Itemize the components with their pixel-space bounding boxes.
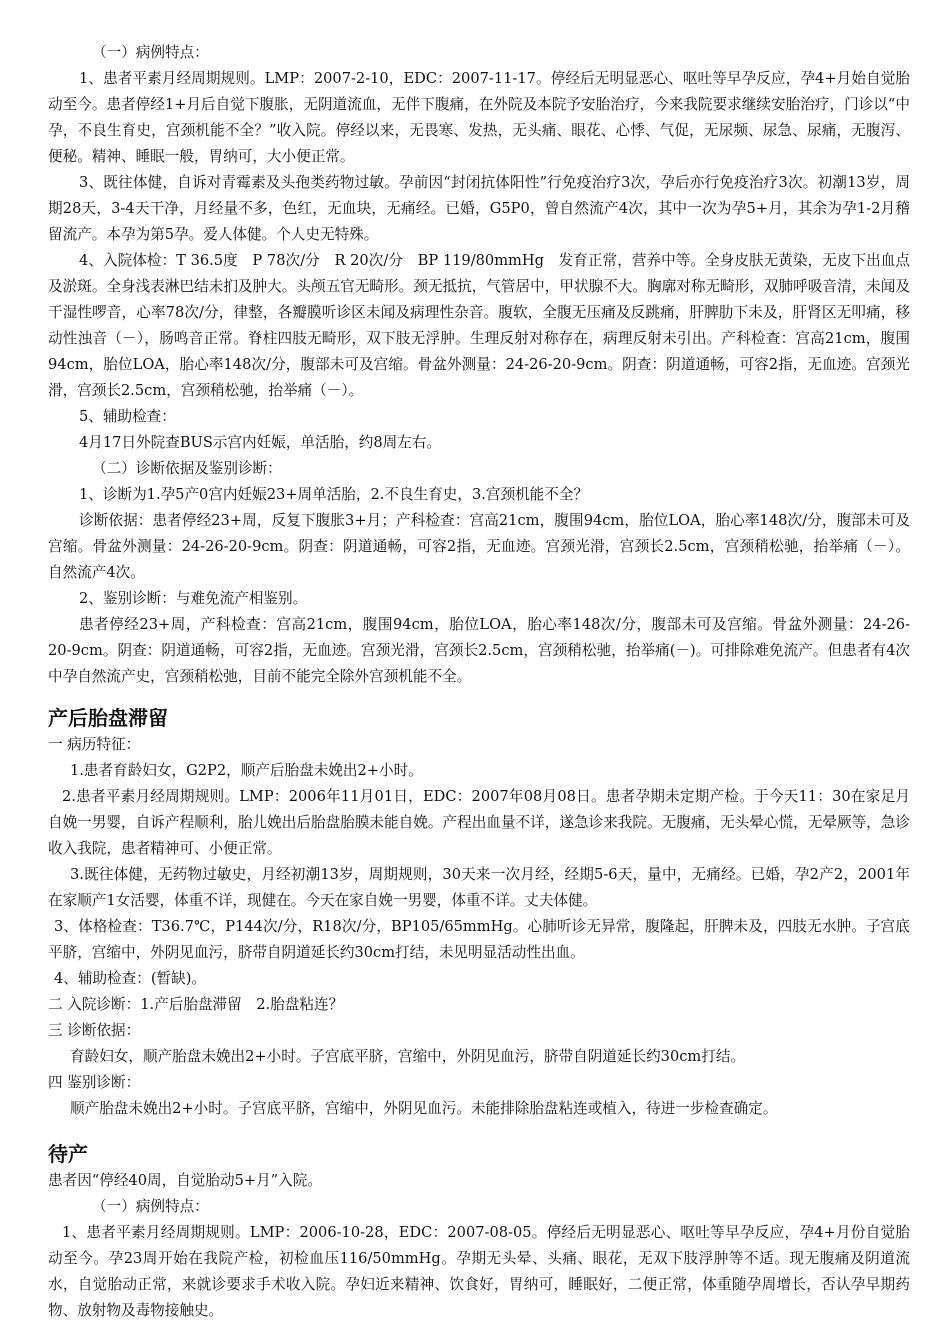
retained-placenta-heading-4: 四 鉴别诊断： (48, 1074, 141, 1091)
retained-placenta-heading-1: 一 病历特征： (48, 736, 141, 753)
document-page (48, 40, 910, 1324)
paragraph-history: 1、患者平素月经周期规则。LMP：2007-2-10，EDC：2007-11-17。停经后无明显恶心、呕吐等早孕反应，孕4+月始自觉胎动至今。患者停经1+月后自觉下腹胀，无阴道流血，无伴下腹痛，在外院及本院予安胎治疗，今来我院要求继续安胎治疗，门诊以“中孕，不良生育史，宫颈机能不全？”收入院。停经以来，无畏寒、发热，无头痛、眼花、心悸、气促，无尿频、尿急、尿痛，无腹泻、便秘。精神、睡眠一般，胃纳可，大小便正常。 (48, 70, 910, 165)
retained-placenta-p1: 1.患者育龄妇女，G2P2，顺产后胎盘未娩出2+小时。 (70, 762, 423, 779)
paragraph-auxiliary-exam: 4月17日外院查BUS示宫内妊娠，单活胎，约8周左右。 (79, 434, 442, 451)
retained-placenta-p4: 3、体格检查：T36.7℃，P144次/分，R18次/分，BP105/65mmHg。心肺听诊无异常，腹隆起，肝脾未及，四肢无水肿。子宫底平脐，宫缩中，外阴见血污，脐带自阴道延长约30cm打结，未见明显活动性出血。 (48, 918, 910, 961)
retained-placenta-p2: 2.患者平素月经周期规则。LMP：2006年11月01日，EDC：2007年08月08日。患者孕期未定期产检。于今天11：30在家足月自娩一男婴，自诉产程顺利，胎儿娩出后胎盘胎膜未能自娩。产程出血量不详，遂急诊来我院。无腹痛，无头晕心慌，无晕厥等，急诊收入我院，患者精神可、小便正常。 (48, 788, 910, 857)
paragraph-physical-exam: 4、入院体检：T 36.5度 P 78次/分 R 20次/分 BP 119/80mmHg 发育正常，营养中等。全身皮肤无黄染，无皮下出血点及淤斑。全身浅表淋巴结未扪及肿大。头颅五官无畸形。颈无抵抗，气管居中，甲状腺不大。胸廓对称无畸形，双肺呼吸音清，未闻及干湿性啰音，心率78次/分，律整，各瓣膜听诊区未闻及病理性杂音。腹软，全腹无压痛及反跳痛，肝脾肋下未及，肝肾区无叩痛，移动性浊音（－），肠鸣音正常。脊柱四肢无畸形，双下肢无浮肿。生理反射对称存在，病理反射未引出。产科检查：宫高21cm，腹围94cm，胎位LOA，胎心率148次/分，腹部未可及宫缩。骨盆外测量：24-26-20-9cm。阴查：阴道通畅，可容2指，无血迹。宫颈光滑，宫颈长2.5cm，宫颈稍松驰，抬举痛（－）。 (48, 252, 910, 399)
section-title-awaiting-delivery: 待产 (48, 1142, 88, 1166)
paragraph-differential: 患者停经23+周，产科检查：宫高21cm，腹围94cm，胎位LOA，胎心率148次/分，腹部未可及宫缩。骨盆外测量：24-26-20-9cm。阴查：阴道通畅，可容2指，无血迹。宫颈光滑，宫颈长2.5cm，宫颈稍松驰，抬举痛(－)。可排除难免流产。但患者有4次中孕自然流产史，宫颈稍松弛，目前不能完全除外宫颈机能不全。 (48, 616, 910, 685)
section-gap (48, 690, 910, 704)
retained-placenta-heading-2: 二 入院诊断：1.产后胎盘滞留 2.胎盘粘连？ (48, 996, 344, 1013)
retained-placenta-p5: 4、辅助检查：(暂缺)。 (54, 970, 207, 987)
awaiting-delivery-p1: 1、患者平素月经周期规则。LMP：2006-10-28，EDC：2007-08-05。停经后无明显恶心、呕吐等早孕反应，孕4+月份自觉胎动至今。孕23周开始在我院产检，初检血压116/50mmHg。孕期无头晕、头痛、眼花，无双下肢浮肿等不适。现无腹痛及阴道流水，自觉胎动正常，来就诊要求手术收入院。孕妇近来精神、饮食好，胃纳可，睡眠好，二便正常，体重随孕周增长，否认孕早期药物、放射物及毒物接触史。 (48, 1224, 910, 1319)
retained-placenta-p3: 3.既往体健，无药物过敏史，月经初潮13岁，周期规则，30天来一次月经，经期5-6天，量中，无痛经。已婚，孕2产2，2001年在家顺产1女活婴，体重不详，现健在。今天在家自娩一男婴，体重不详。丈夫体健。 (48, 866, 910, 909)
section-title-retained-placenta: 产后胎盘滞留 (48, 706, 168, 730)
paragraph-differential-label: 2、鉴别诊断：与难免流产相鉴别。 (79, 590, 308, 607)
retained-placenta-heading-3: 三 诊断依据： (48, 1022, 141, 1039)
paragraph-diagnosis-basis: 诊断依据：患者停经23+周，反复下腹胀3+月；产科检查：宫高21cm，腹围94cm，胎位LOA，胎心率148次/分，腹部未可及宫缩。骨盆外测量：24-26-20-9cm。阴查：阴道通畅，可容2指，无血迹。宫颈光滑，宫颈长2.5cm，宫颈稍松驰，抬举痛（－）。自然流产4次。 (48, 512, 910, 581)
case-features-heading: （一）病例特点： (92, 44, 209, 61)
section-gap (48, 1122, 910, 1140)
awaiting-delivery-intro: 患者因“停经40周，自觉胎动5+月”入院。 (48, 1172, 322, 1189)
paragraph-auxiliary-exam-label: 5、辅助检查： (79, 408, 176, 425)
retained-placenta-p7: 顺产胎盘未娩出2+小时。子宫底平脐，宫缩中，外阴见血污。未能排除胎盘粘连或植入，待进一步检查确定。 (70, 1100, 778, 1117)
diagnosis-heading: （二）诊断依据及鉴别诊断： (92, 460, 282, 477)
awaiting-delivery-heading: （一）病例特点： (92, 1198, 209, 1215)
retained-placenta-p6: 育龄妇女，顺产胎盘未娩出2+小时。子宫底平脐，宫缩中，外阴见血污，脐带自阴道延长约30cm打结。 (70, 1048, 746, 1065)
paragraph-past-history: 3、既往体健，自诉对青霉素及头孢类药物过敏。孕前因“封闭抗体阳性”行免疫治疗3次，孕后亦行免疫治疗3次。初潮13岁，周期28天，3-4天干净，月经量不多，色红，无血块，无痛经。已婚，G5P0，曾自然流产4次，其中一次为孕5+月，其余为孕1-2月稽留流产。本孕为第5孕。爱人体健。个人史无特殊。 (48, 174, 910, 243)
paragraph-diagnosis: 1、诊断为1.孕5产0宫内妊娠23+周单活胎，2.不良生育史，3.宫颈机能不全？ (79, 486, 589, 503)
